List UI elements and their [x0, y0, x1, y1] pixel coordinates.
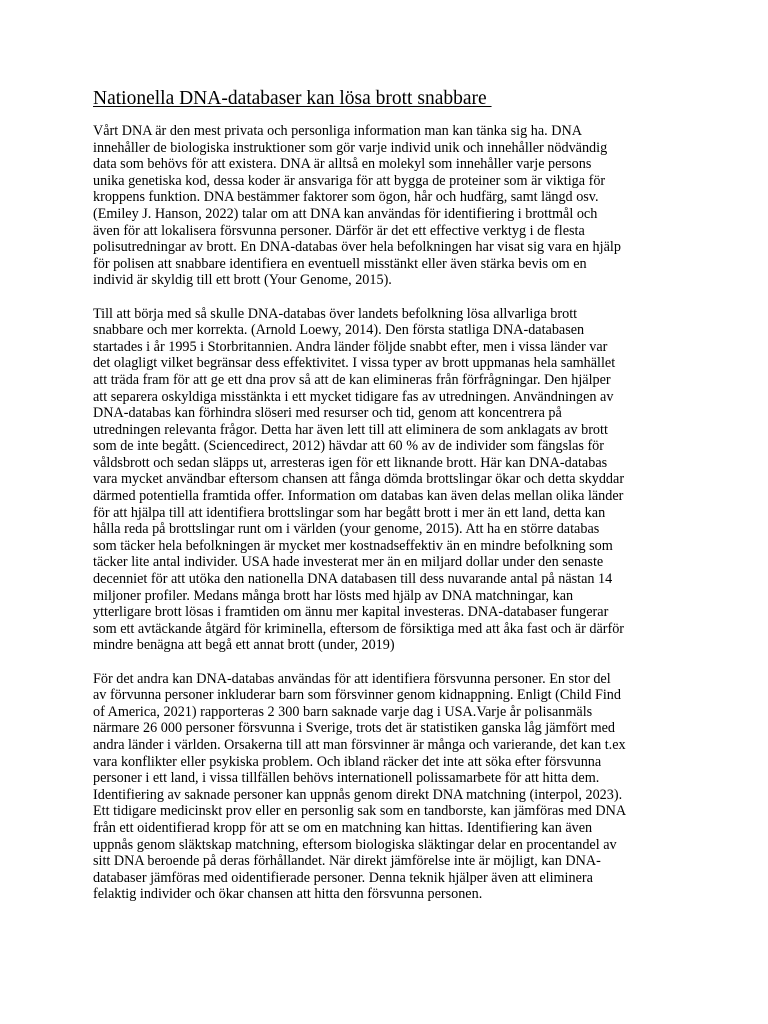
document-page — [93, 86, 675, 920]
paragraph-crime-solving: Till att börja med så skulle DNA-databas över landets befolkning lösa allvarliga brott snabbare och mer korrekta. (Arnold Loewy, 2014). Den första statliga DNA-databasen startades i år 1995 i Storbritannien. Andra länder följde snabbt efter, men i vissa länder var det olagligt vilket begränsar dess effektivitet. I vissa typer av brott uppmanas hela samhället att träda fram för att ge ett dna prov så att de kan elimineras från förfrågningar. Den hjälper att separera oskyldiga misstänkta i ett mycket tidigare fas av utredningen. Användningen av DNA-databas kan förhindra slöseri med resurser och tid, genom att koncentrera på utredningen relevanta frågor. Detta har även lett till att eliminera de som anklagats av brott som de inte begått. (Sciencedirect, 2012) hävdar att 60 % av de individer som fängslas för våldsbrott och sedan släpps ut, arresteras igen för ett liknande brott. Här kan DNA-databas vara mycket användbar eftersom chansen att fånga dömda brottslingar ökar och detta skyddar därmed potentiella framtida offer. Information om databas kan även delas mellan olika länder för att hjälpa till att identifiera brottslingar som har begått brott i mer än ett land, detta kan hålla reda på brottslingar runt om i världen (your genome, 2015). Att ha en större databas som täcker hela befolkningen är mycket mer kostnadseffektiv än en mindre befolkning som täcker lite antal individer. USA hade investerat mer än en miljard dollar under den senaste decenniet för att utöka den nationella DNA databasen till dess nuvarande antal på nästan 14 miljoner profiler. Medans många brott har lösts med hjälp av DNA matchningar, kan ytterligare brott lösas i framtiden om ännu mer kapital investeras. DNA-databaser fungerar som ett avtäckande åtgärd för kriminella, eftersom de försiktiga med att åka fast och är därför mindre benägna att begå ett annat brott (under, 2019) — [93, 305, 625, 654]
paragraph-intro: Vårt DNA är den mest privata och personliga information man kan tänka sig ha. DNA innehåller de biologiska instruktioner som gör varje individ unik och innehåller nödvändig data som behövs för att existera. DNA är alltså en molekyl som innehåller varje persons unika genetiska kod, dessa koder är ansvariga för att bygga de proteiner som är viktiga för kroppens funktion. DNA bestämmer faktorer som ögon, hår och hudfärg, samt längd osv. (Emiley J. Hanson, 2022) talar om att DNA kan användas för identifiering i brottmål och även för att lokalisera försvunna personer. Därför är det ett effective verktyg i de flesta polisutredningar av brott. En DNA-databas över hela befolkningen har visat sig vara en hjälp för polisen att snabbare identifiera en eventuell misstänkt eller även stärka bevis om en individ är skyldig till ett brott (Your Genome, 2015). — [93, 123, 621, 289]
document-title: Nationella DNA-databaser kan lösa brott snabbare — [93, 88, 492, 109]
paragraph-missing-persons: För det andra kan DNA-databas användas för att identifiera försvunna personer. En stor del av förvunna personer inkluderar barn som försvinner genom kidnappning. Enligt (Child Find of America, 2021) rapporteras 2 300 barn saknade varje dag i USA.Varje år polisanmäls närmare 26 000 personer försvunna i Sverige, trots det är statistiken ganska låg jämfört med andra länder i världen. Orsakerna till att man försvinner är många och varierande, det kan t.ex vara konflikter eller psykiska problem. Och ibland räcker det inte att söka efter försvunna personer i ett land, i vissa tillfällen behövs internationell polissamarbete för att hitta dem. Identifiering av saknade personer kan uppnås genom direkt DNA matchning (interpol, 2023). Ett tidigare medicinskt prov eller en personlig sak som en tandborste, kan jämföras med DNA från ett oidentifierad kropp för att se om en matchning kan hittas. Identifiering kan även uppnås genom släktskap matchning, eftersom biologiska släktingar delar en procentandel av sitt DNA beroende på deras förhållandet. När direkt jämförelse inte är möjligt, kan DNA- databaser jämföras med oidentifierade personer. Denna teknik hjälper även att eliminera felaktig individer och ökar chansen att hitta den försvunna personen. — [93, 670, 627, 903]
